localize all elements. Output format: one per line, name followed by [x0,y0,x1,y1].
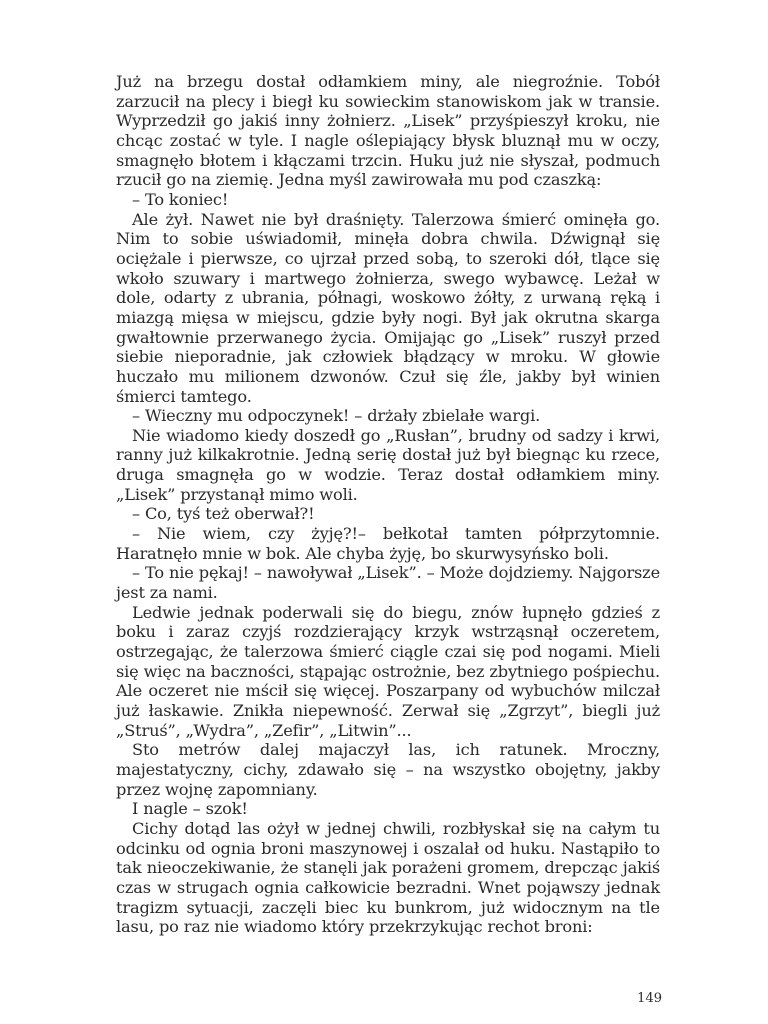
paragraph: – Wieczny mu odpoczynek! – drżały zbielałe wargi. [132,406,541,426]
paragraph: Już na brzegu dostał odłamkiem miny, ale niegroźnie. Tobół zarzucił na plecy i biegł ku sowieckim stanowiskom jak w transie. Wyprzedził go jakiś inny żołnierz. „Lisek” przyśpieszył kroku, nie chcąc zostać w tyle. I nagle oślepiający błysk bluznął mu w oczy, smagnęło błotem i kłączami trzcin. Huku już nie słyszał, podmuch rzucił go na ziemię. Jedna myśl zawirowała mu pod czaszką: [116,72,660,190]
paragraph: Ale żył. Nawet nie był draśnięty. Talerzowa śmierć ominęła go. Nim to sobie uświadomił, minęła dobra chwila. Dźwignął się ociężale i pierwsze, co ujrzał przed sobą, to szeroki dół, tlące się wkoło szuwary i martwego żołnierza, swego wybawcę. Leżał w dole, odarty z ubrania, półnagi, woskowo żółty, z urwaną ręką i miazgą mięsa w miejscu, gdzie były nogi. Był jak okrutna skarga gwałtownie przerwanego życia. Omijając go „Lisek” ruszył przed siebie nieporadnie, jak człowiek błądzący w mroku. W głowie huczało mu milionem dzwonów. Czuł się źle, jakby był winien śmierci tamtego. [116,209,660,406]
paragraph: – To koniec! [132,189,229,209]
paragraph: Cichy dotąd las ożył w jednej chwili, rozbłyskał się na całym tu odcinku od ognia broni maszynowej i oszalał od huku. Nastąpiło to tak nieoczekiwanie, że stanęli jak porażeni gromem, drepcząc jakiś czas w strugach ognia całkowicie bezradni. Wnet pojąwszy jednak tragizm sytuacji, zaczęli biec ku bunkrom, już widocznym na tle lasu, po raz nie wiadomo który przekrzykując rechot broni: [116,818,660,937]
paragraph: Ledwie jednak poderwali się do biegu, znów łupnęło gdzieś z boku i zaraz czyjś rozdzierający krzyk wstrząsnął oczeretem, ostrzegając, że talerzowa śmierć ciągle czai się pod nogami. Mieli się więc na baczności, stąpając ostrożnie, bez zbytniego pośpiechu. Ale oczeret nie mścił się więcej. Poszarpany od wybuchów milczał już łaskawie. Znikła niepewność. Zerwał się „Zgrzyt”, biegli już „Struś”, „Wydra”, „Zefir”, „Litwin”... [116,602,660,740]
paragraph: I nagle – szok! [132,799,248,819]
paragraph: – Nie wiem, czy żyję?!– bełkotał tamten półprzytomnie. Haratnęło mnie w bok. Ale chyba żyję, bo skurwysyńsko boli. [116,524,660,563]
paragraph: – Co, tyś też oberwał?! [132,504,315,524]
paragraph: Nie wiadomo kiedy doszedł go „Rusłan”, brudny od sadzy i krwi, ranny już kilkakrotnie. Jedną serię dostał już był biegnąc ku rzece, druga smagnęła go w wodzie. Teraz dostał odłamkiem miny. „Lisek” przystanął mimo woli. [116,425,660,504]
paragraph: – To nie pękaj! – nawoływał „Lisek”. – Może dojdziemy. Najgorsze jest za nami. [116,563,660,603]
page-number: 149 [637,991,662,1006]
body-text [116,72,660,937]
paragraph: Sto metrów dalej majaczył las, ich ratunek. Mroczny, majestatyczny, cichy, zdawało się – na wszystko obojętny, jakby przez wojnę zapomniany. [116,740,660,799]
